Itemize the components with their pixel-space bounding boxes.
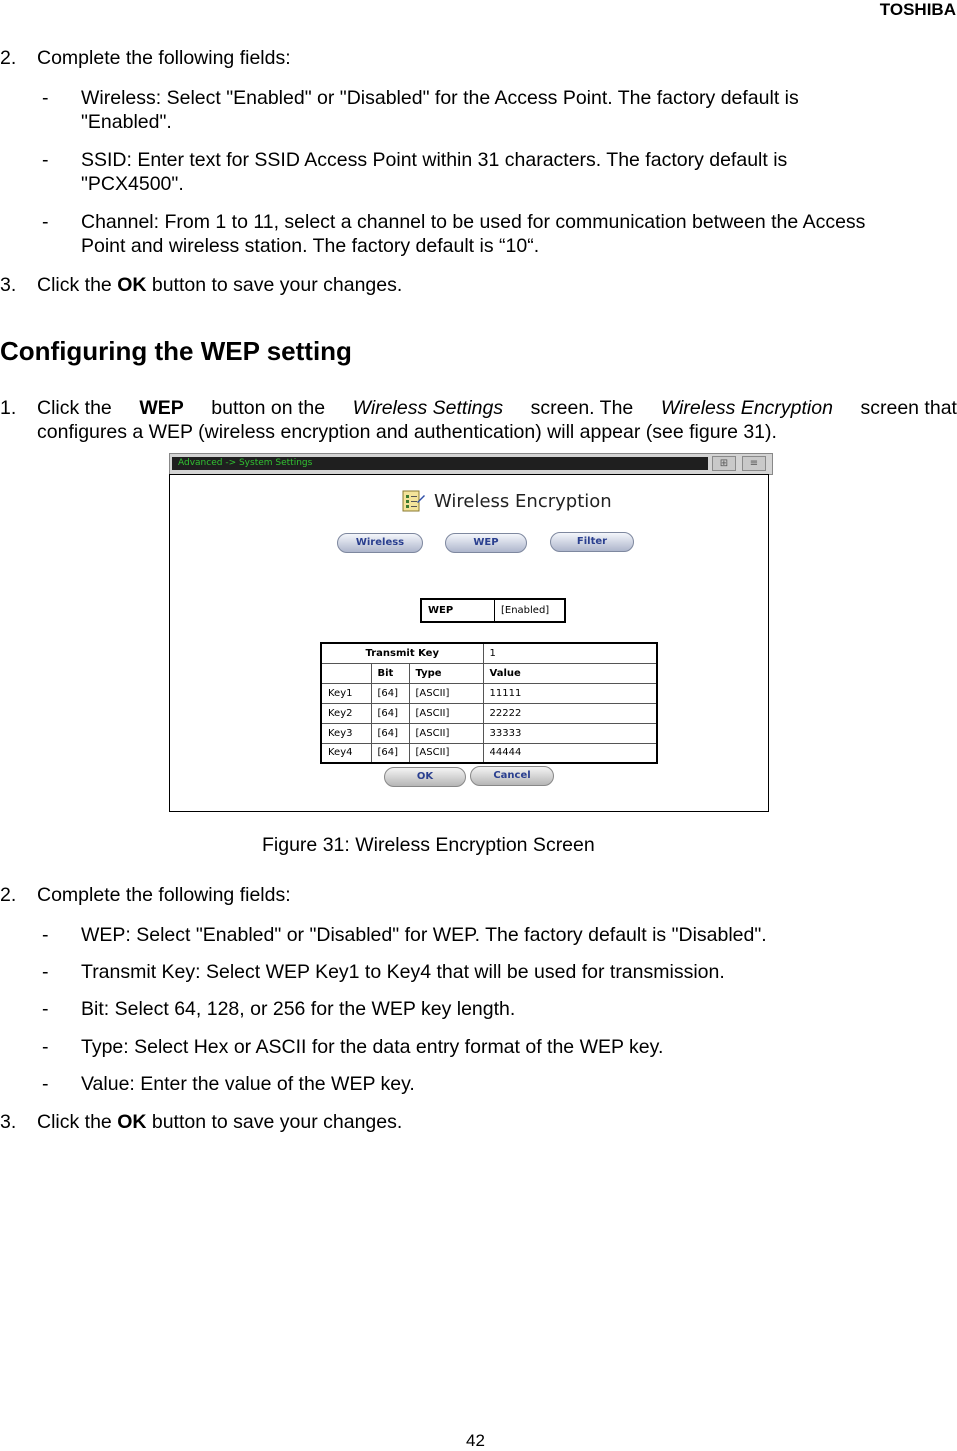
menu-icon[interactable]: ≡: [742, 456, 766, 471]
step-text: Complete the following fields:: [37, 884, 291, 906]
transmit-key-row: [321, 643, 657, 663]
header-type: Type: [409, 663, 483, 683]
key-name: Key1: [321, 683, 371, 703]
key-name: Key2: [321, 703, 371, 723]
transmit-key-value[interactable]: 1: [483, 643, 657, 663]
step-text: Click the OK button to save your changes.: [37, 1111, 403, 1133]
step-number: 3.: [0, 1111, 17, 1133]
field-description: Bit: Select 64, 128, or 256 for the WEP key length.: [81, 998, 516, 1020]
step-text: Complete the following fields:: [37, 47, 291, 69]
wep-key-table: [320, 642, 658, 764]
header-value: Value: [483, 663, 657, 683]
step-text-cont: configures a WEP (wireless encryption and authentication) will appear (see figure 31).: [37, 421, 777, 443]
table-row: [321, 683, 657, 703]
filter-button[interactable]: Filter: [550, 532, 634, 552]
wep-status-row: [420, 598, 566, 623]
network-icon[interactable]: ⊞: [712, 456, 736, 471]
step-text: Click the WEP button on the Wireless Settings screen. The Wireless Encryption screen that: [37, 397, 957, 419]
field-description: SSID: Enter text for SSID Access Point within 31 characters. The factory default is: [81, 149, 788, 171]
key-type[interactable]: [ASCII]: [409, 743, 483, 763]
key-type[interactable]: [ASCII]: [409, 723, 483, 743]
key-bit[interactable]: [64]: [371, 703, 409, 723]
checklist-icon: [400, 488, 426, 514]
step-text: Click the OK button to save your changes.: [37, 274, 403, 296]
step-number: 1.: [0, 397, 17, 419]
window-titlebar: [169, 453, 773, 475]
key-value[interactable]: 22222: [483, 703, 657, 723]
ok-button[interactable]: OK: [384, 767, 466, 787]
bullet-dash: -: [42, 1036, 49, 1058]
ok-emphasis: OK: [117, 274, 147, 296]
header-brand: TOSHIBA: [879, 0, 956, 19]
bullet-dash: -: [42, 211, 49, 233]
step-number: 2.: [0, 47, 17, 69]
wep-button[interactable]: WEP: [445, 533, 527, 553]
field-description: Transmit Key: Select WEP Key1 to Key4 that will be used for transmission.: [81, 961, 725, 983]
key-bit[interactable]: [64]: [371, 723, 409, 743]
field-description-cont: "PCX4500".: [81, 173, 184, 195]
table-row: [321, 743, 657, 763]
field-description-cont: Point and wireless station. The factory default is “10“.: [81, 235, 540, 257]
wep-label: WEP: [422, 600, 495, 621]
page-title: Wireless Encryption: [434, 490, 612, 512]
transmit-key-label: Transmit Key: [321, 643, 483, 663]
wireless-encryption-screenshot: [169, 453, 773, 815]
key-value[interactable]: 11111: [483, 683, 657, 703]
header-bit: Bit: [371, 663, 409, 683]
page-number: 42: [466, 1431, 485, 1450]
wireless-button[interactable]: Wireless: [337, 533, 423, 553]
section-title: Configuring the WEP setting: [0, 336, 352, 366]
key-type[interactable]: [ASCII]: [409, 703, 483, 723]
wep-value[interactable]: [Enabled]: [501, 605, 550, 616]
bullet-dash: -: [42, 1073, 49, 1095]
bullet-dash: -: [42, 961, 49, 983]
field-description: Value: Enter the value of the WEP key.: [81, 1073, 415, 1095]
cancel-button[interactable]: Cancel: [470, 766, 554, 786]
key-name: Key3: [321, 723, 371, 743]
header-cell: [321, 663, 371, 683]
ok-emphasis: OK: [117, 1111, 147, 1133]
key-value[interactable]: 44444: [483, 743, 657, 763]
bullet-dash: -: [42, 87, 49, 109]
table-row: [321, 723, 657, 743]
field-description: Channel: From 1 to 11, select a channel to be used for communication between the Access: [81, 211, 866, 233]
field-description: Type: Select Hex or ASCII for the data entry format of the WEP key.: [81, 1036, 664, 1058]
step-number: 2.: [0, 884, 17, 906]
step-number: 3.: [0, 274, 17, 296]
key-bit[interactable]: [64]: [371, 683, 409, 703]
field-description-cont: "Enabled".: [81, 111, 172, 133]
field-description: Wireless: Select "Enabled" or "Disabled" for the Access Point. The factory default is: [81, 87, 799, 109]
key-type[interactable]: [ASCII]: [409, 683, 483, 703]
bullet-dash: -: [42, 998, 49, 1020]
key-name: Key4: [321, 743, 371, 763]
breadcrumb: Advanced -> System Settings: [172, 457, 708, 470]
table-header-row: [321, 663, 657, 683]
field-description: WEP: Select "Enabled" or "Disabled" for WEP. The factory default is "Disabled".: [81, 924, 767, 946]
key-value[interactable]: 33333: [483, 723, 657, 743]
table-row: [321, 703, 657, 723]
window-body: [169, 474, 769, 812]
page-title-area: [400, 486, 612, 516]
bullet-dash: -: [42, 149, 49, 171]
bullet-dash: -: [42, 924, 49, 946]
figure-caption: Figure 31: Wireless Encryption Screen: [262, 834, 595, 856]
key-bit[interactable]: [64]: [371, 743, 409, 763]
